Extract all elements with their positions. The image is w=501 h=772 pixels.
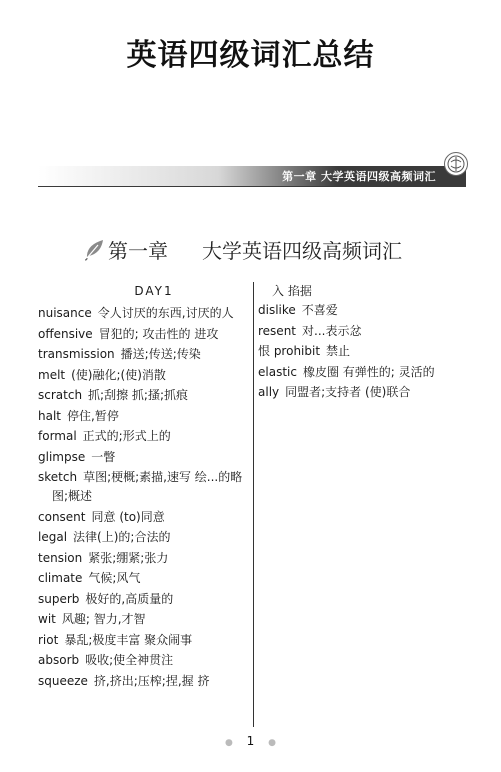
vocab-entry [38, 345, 250, 364]
vocab-entry [38, 508, 250, 527]
vocab-meaning: 对...表示忿 [302, 323, 362, 338]
vocab-word: wit [38, 612, 56, 626]
vocab-entry [38, 386, 250, 405]
column-divider [253, 282, 254, 727]
vocab-meaning: 令人讨厌的东西,讨厌的人 [97, 306, 234, 320]
vocab-meaning: 不喜爱 [301, 303, 338, 317]
vocab-word: resent [258, 323, 296, 338]
vocab-entry [38, 590, 250, 609]
vocab-entry [38, 549, 250, 568]
vocab-word: transmission [38, 347, 115, 361]
vocab-meaning: 草图;梗概;素描,速写 绘...的略图;概述 [52, 470, 243, 503]
chapter-label: 第一章 [108, 239, 168, 263]
chapter-banner [38, 166, 466, 186]
vocab-word: riot [38, 632, 59, 647]
vocab-word: 恨 prohibit [258, 344, 321, 358]
vocab-entry [38, 304, 250, 323]
vocab-meaning: 正式的;形式上的 [82, 429, 171, 443]
vocab-meaning: 播送;传送;传染 [120, 347, 201, 361]
vocab-entry [258, 322, 466, 341]
vocab-word: sketch [38, 470, 78, 484]
vocab-word: absorb [38, 653, 80, 667]
footer-dots-left: ● [224, 738, 233, 748]
vocab-meaning: 暴乱;极度丰富 聚众闹事 [64, 632, 193, 647]
vocab-list-right [258, 301, 466, 402]
vocab-word: scratch [38, 388, 83, 402]
chapter-heading [84, 235, 464, 265]
vocab-entry [38, 651, 250, 670]
vocab-continuation: 入 掐据 [272, 284, 312, 298]
chapter-title: 大学英语四级高频词汇 [202, 239, 402, 263]
vocab-entry [38, 569, 250, 588]
footer-dots-right: ● [268, 738, 276, 748]
vocab-word: glimpse [38, 449, 86, 464]
vocab-entry [38, 610, 250, 629]
vocab-meaning: 抓;刮擦 抓;搔;抓痕 [88, 388, 188, 402]
vocab-word: dislike [258, 303, 296, 317]
vocab-column-left [38, 282, 250, 692]
vocab-word: elastic [258, 364, 297, 379]
vocab-word: ally [258, 385, 280, 399]
document-title: 英语四级词汇总结 [126, 38, 375, 73]
vocab-word: climate [38, 571, 83, 585]
vocab-meaning: 吸收;使全神贯注 [85, 653, 174, 667]
vocab-meaning: 同意 (to)同意 [91, 509, 165, 524]
vocab-word: squeeze [38, 673, 88, 688]
vocab-entry [258, 301, 466, 320]
vocab-entry [38, 325, 250, 344]
vocab-entry [38, 468, 250, 506]
emblem-icon [444, 152, 468, 176]
vocab-list-left [38, 304, 250, 691]
vocab-entry [38, 427, 250, 446]
vocab-meaning: 橡皮圈 有弹性的; 灵活的 [302, 364, 435, 379]
vocab-meaning: 挤,挤出;压榨;捏,握 挤 [93, 673, 210, 688]
day-label: DAY1 [134, 284, 174, 298]
vocab-word: offensive [38, 326, 93, 341]
vocab-meaning: 一瞥 [91, 449, 116, 464]
vocab-meaning: 停住,暂停 [67, 408, 119, 423]
leaf-icon [84, 237, 106, 261]
vocab-entry [38, 407, 250, 426]
vocab-meaning: 极好的,高质量的 [85, 591, 174, 606]
vocab-entry [38, 631, 250, 650]
vocab-meaning: 紧张;绷紧;张力 [88, 550, 169, 565]
vocab-word: nuisance [38, 306, 92, 320]
vocab-word: melt [38, 367, 66, 382]
vocab-word: legal [38, 530, 68, 544]
vocab-entry [38, 448, 250, 467]
vocab-entry [38, 366, 250, 385]
vocab-meaning: 冒犯的; 攻击性的 进攻 [98, 326, 219, 341]
vocab-meaning: 法律(上)的;合法的 [73, 530, 171, 544]
vocab-meaning: 气候;风气 [88, 571, 141, 585]
vocab-word: tension [38, 550, 83, 565]
vocab-meaning: 禁止 [326, 344, 351, 358]
vocab-entry [38, 672, 250, 691]
page-footer [0, 734, 501, 748]
banner-text: 第一章 大学英语四级高频词汇 [282, 170, 436, 183]
vocab-word: halt [38, 408, 61, 423]
vocab-entry [38, 528, 250, 547]
vocab-word: consent [38, 509, 86, 524]
vocab-entry [258, 342, 466, 361]
vocab-entry [258, 363, 466, 382]
vocab-word: superb [38, 591, 80, 606]
vocab-meaning: (使)融化;(使)消散 [71, 367, 166, 382]
vocab-entry [258, 383, 466, 402]
page-number: 1 [246, 734, 255, 748]
vocab-meaning: 风趣; 智力,才智 [61, 612, 146, 626]
vocab-column-right [258, 282, 466, 404]
banner-rule [38, 186, 466, 187]
vocab-meaning: 同盟者;支持者 (使)联合 [285, 385, 411, 399]
vocab-word: formal [38, 429, 77, 443]
